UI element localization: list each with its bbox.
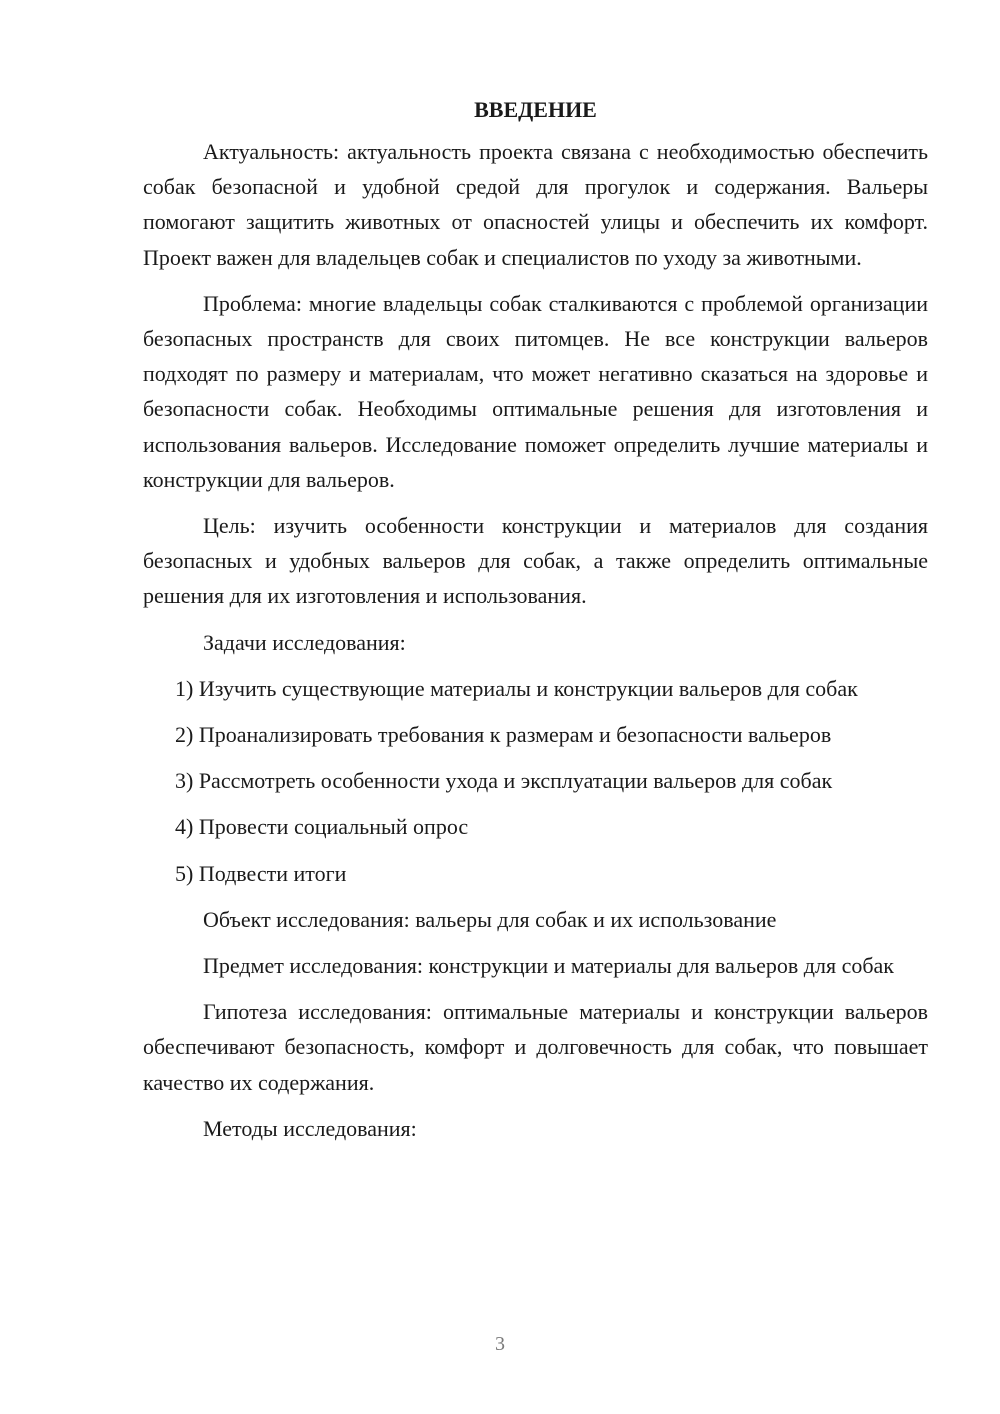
page-title: ВВЕДЕНИЕ xyxy=(474,97,597,122)
methods-heading: Методы исследования: xyxy=(203,1115,417,1141)
paragraph-object: Объект исследования: вальеры для собак и их использование xyxy=(203,906,777,932)
paragraph-relevance: Актуальность: актуальность проекта связана с необходимостью обеспечить собак безопасной и удобной средой для прогулок и содержания. Вальеры помогают защитить животных от опасностей улицы и обеспечить их комфорт. Проект важен для владельцев собак и специалистов по уходу за животными. xyxy=(143,139,928,270)
task-item: 2) Проанализировать требования к размерам и безопасности вальеров xyxy=(175,722,832,748)
task-item: 5) Подвести итоги xyxy=(175,860,347,886)
paragraph-hypothesis: Гипотеза исследования: оптимальные материалы и конструкции вальеров обеспечивают безопасность, комфорт и долговечность для собак, что повышает качество их содержания. xyxy=(143,999,928,1095)
page-content xyxy=(143,92,928,1146)
paragraph-problem: Проблема: многие владельцы собак сталкиваются с проблемой организации безопасных пространств для своих питомцев. Не все конструкции вальеров подходят по размеру и материалам, что может негативно сказаться на здоровье и безопасности собак. Необходимы оптимальные решения для изготовления и использования вальеров. Исследование поможет определить лучшие материалы и конструкции для вальеров. xyxy=(143,290,928,492)
task-item: 4) Провести социальный опрос xyxy=(175,814,469,840)
tasks-heading: Задачи исследования: xyxy=(203,629,406,655)
page-number: 3 xyxy=(495,1333,505,1355)
task-item: 1) Изучить существующие материалы и конструкции вальеров для собак xyxy=(175,675,858,701)
task-item: 3) Рассмотреть особенности ухода и эксплуатации вальеров для собак xyxy=(175,768,833,794)
paragraph-goal: Цель: изучить особенности конструкции и материалов для создания безопасных и удобных вальеров для собак, а также определить оптимальные решения для их изготовления и использования. xyxy=(143,513,928,609)
paragraph-subject: Предмет исследования: конструкции и материалы для вальеров для собак xyxy=(203,953,894,979)
